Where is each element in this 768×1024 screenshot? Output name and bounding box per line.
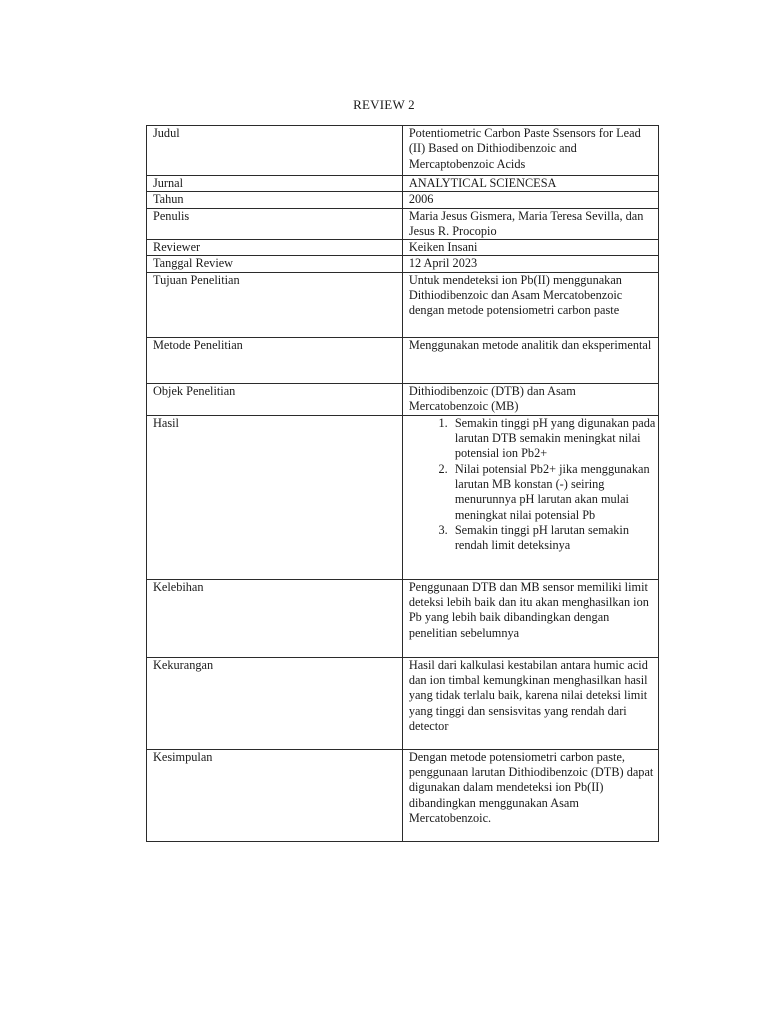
row-label: Kekurangan xyxy=(147,657,403,749)
table-row-tanggal xyxy=(147,256,659,272)
row-value: Maria Jesus Gismera, Maria Teresa Sevilla, dan Jesus R. Procopio xyxy=(402,208,658,240)
table-row-objek xyxy=(147,383,659,415)
row-label: Metode Penelitian xyxy=(147,337,403,383)
row-value: Menggunakan metode analitik dan eksperimental xyxy=(402,337,658,383)
table-row-tujuan xyxy=(147,272,659,337)
list-item: 3. Semakin tinggi pH larutan semakin rendah limit deteksinya xyxy=(451,523,658,554)
row-label: Penulis xyxy=(147,208,403,240)
row-label: Kesimpulan xyxy=(147,749,403,841)
table-row-tahun xyxy=(147,192,659,208)
row-label: Tanggal Review xyxy=(147,256,403,272)
row-label: Jurnal xyxy=(147,176,403,192)
table-row-penulis xyxy=(147,208,659,240)
row-label: Kelebihan xyxy=(147,579,403,657)
row-value: Hasil dari kalkulasi kestabilan antara humic acid dan ion timbal kemungkinan menghasilkan hasil yang tidak terlalu baik, karena nilai deteksi limit yang tinggi dan sensisvitas yang rendah dari detector xyxy=(402,657,658,749)
table-row-hasil xyxy=(147,415,659,579)
row-label: Reviewer xyxy=(147,240,403,256)
row-value: Dengan metode potensiometri carbon paste, penggunaan larutan Dithiodibenzoic (DTB) dapat digunakan dalam mendeteksi ion Pb(II) dibandingkan menggunakan Asam Mercatobenzoic. xyxy=(402,749,658,841)
hasil-list xyxy=(409,416,658,554)
row-value xyxy=(402,415,658,579)
row-value: Potentiometric Carbon Paste Ssensors for Lead (II) Based on Dithiodibenzoic and Mercaptobenzoic Acids xyxy=(402,126,658,176)
review-table xyxy=(146,125,659,842)
table-row-kesimpulan xyxy=(147,749,659,841)
row-value: 12 April 2023 xyxy=(402,256,658,272)
row-label: Hasil xyxy=(147,415,403,579)
row-value: Dithiodibenzoic (DTB) dan Asam Mercatobenzoic (MB) xyxy=(402,383,658,415)
document-title: REVIEW 2 xyxy=(353,97,415,112)
row-label: Tujuan Penelitian xyxy=(147,272,403,337)
row-label: Tahun xyxy=(147,192,403,208)
table-row-jurnal xyxy=(147,176,659,192)
table-row-reviewer xyxy=(147,240,659,256)
list-item: 1. Semakin tinggi pH yang digunakan pada larutan DTB semakin meningkat nilai potensial ion Pb2+ xyxy=(451,416,658,462)
row-value: Untuk mendeteksi ion Pb(II) menggunakan Dithiodibenzoic dan Asam Mercatobenzoic dengan metode potensiometri carbon paste xyxy=(402,272,658,337)
row-value: Penggunaan DTB dan MB sensor memiliki limit deteksi lebih baik dan itu akan menghasilkan ion Pb yang lebih baik dibandingkan dengan penelitian sebelumnya xyxy=(402,579,658,657)
row-value: 2006 xyxy=(402,192,658,208)
row-label: Judul xyxy=(147,126,403,176)
row-label: Objek Penelitian xyxy=(147,383,403,415)
table-row-metode xyxy=(147,337,659,383)
row-value: Keiken Insani xyxy=(402,240,658,256)
table-row-kelebihan xyxy=(147,579,659,657)
table-row-judul xyxy=(147,126,659,176)
table-row-kekurangan xyxy=(147,657,659,749)
list-item: 2. Nilai potensial Pb2+ jika menggunakan larutan MB konstan (-) seiring menurunnya pH larutan akan mulai meningkat nilai potensial Pb xyxy=(451,462,658,523)
row-value: ANALYTICAL SCIENCESA xyxy=(402,176,658,192)
